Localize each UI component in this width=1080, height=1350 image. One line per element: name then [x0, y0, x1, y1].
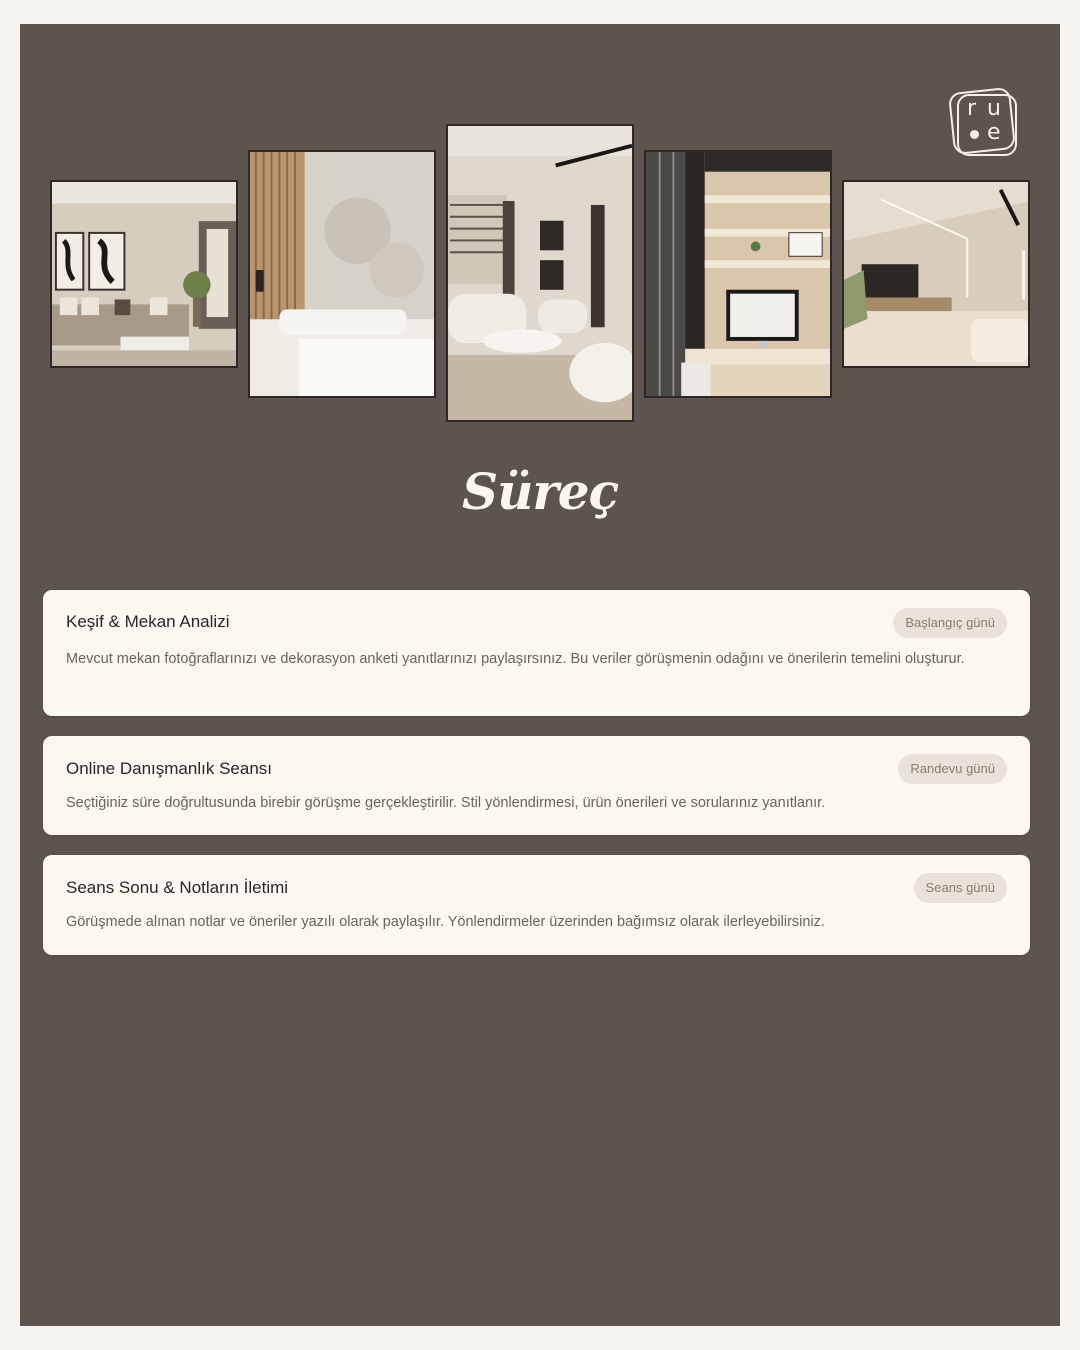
logo-dot	[970, 130, 979, 139]
step-badge: Seans günü	[914, 873, 1007, 903]
logo-letter-u: u	[987, 96, 1001, 121]
bedroom-photo	[248, 150, 436, 398]
step-description: Seçtiğiniz süre doğrultusunda birebir görüşme gerçekleştirilir. Stil yönlendirmesi, ürün önerileri ve sorularınız yanıtlanır.	[66, 795, 826, 811]
brand-logo	[949, 86, 1017, 154]
step-description: Mevcut mekan fotoğraflarınızı ve dekorasyon anketi yanıtlarınızı paylaşırsınız. Bu veriler görüşmenin odağını ve önerilerin temelini oluşturur.	[66, 651, 965, 667]
page-title: Süreç	[461, 462, 619, 521]
living-room-photo	[50, 180, 238, 368]
logo-letter-r: r	[967, 96, 977, 121]
step-card	[43, 590, 1030, 716]
logo-letter-e: e	[987, 120, 1001, 145]
step-title: Keşif & Mekan Analizi	[66, 612, 230, 631]
step-description: Görüşmede alınan notlar ve öneriler yazılı olarak paylaşılır. Yönlendirmeler üzerinden bağımsız olarak ilerleyebilirsiniz.	[66, 914, 825, 930]
step-title: Seans Sonu & Notların İletimi	[66, 878, 289, 897]
office-desk-photo	[644, 150, 832, 398]
lounge-photo	[446, 124, 634, 422]
tv-room-photo	[842, 180, 1030, 368]
step-card	[43, 736, 1030, 835]
step-title: Online Danışmanlık Seansı	[66, 759, 272, 778]
step-card	[43, 855, 1030, 955]
page-frame	[20, 24, 1060, 1326]
step-badge: Randevu günü	[898, 754, 1007, 784]
step-badge: Başlangıç günü	[893, 608, 1007, 638]
